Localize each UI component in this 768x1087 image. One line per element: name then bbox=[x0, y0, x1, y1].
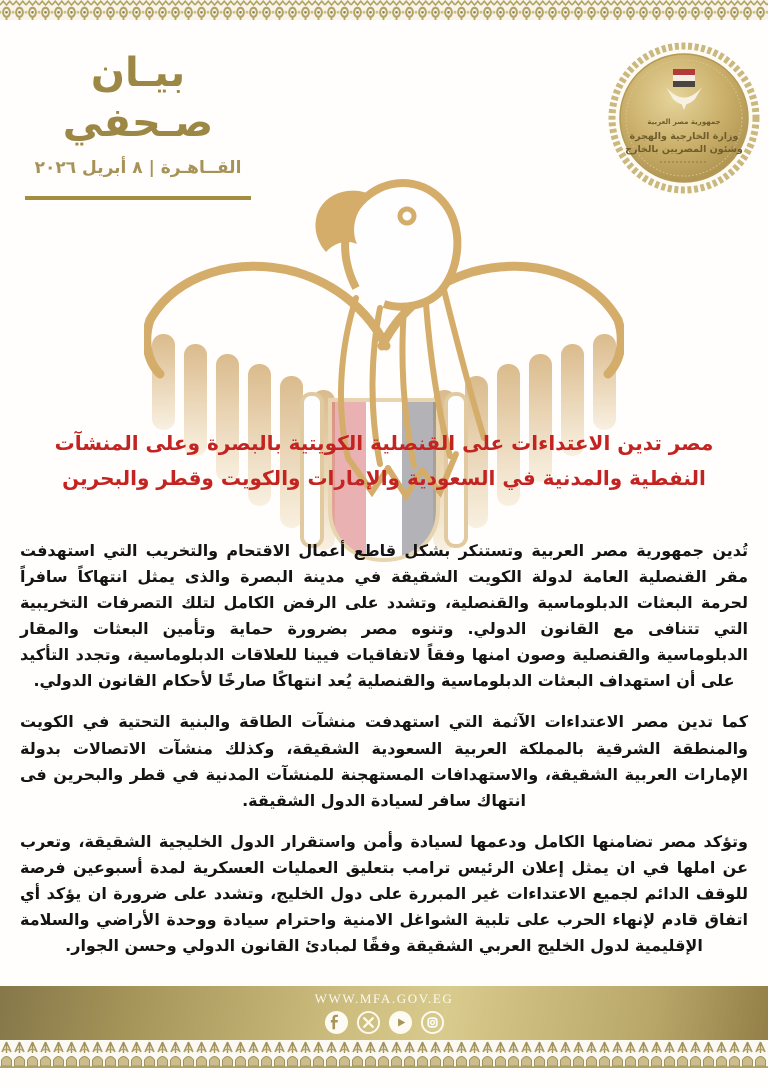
paragraph-2: كما تدين مصر الاعتداءات الآثمة التي استهدفت منشآت الطاقة والبنية التحتية في الكويت والمنطقة الشرقية بالمملكة العربية السعودية الشقيقة، وكذلك منشآت الاتصالات بدولة الإمارات العربية الشقيقة، والاستهدافات المستهجنة للمنشآت المدنية في قطر والبحرين فى انتهاك سافر لسيادة الدول الشقيقة. bbox=[20, 712, 748, 810]
title-block bbox=[12, 48, 264, 200]
seal-ministry-line-2: وشئون المصريين بالخارج bbox=[625, 144, 743, 155]
social-icons-row bbox=[324, 1010, 445, 1035]
ministry-seal bbox=[608, 42, 760, 194]
title-divider bbox=[25, 196, 251, 200]
facebook-icon[interactable] bbox=[324, 1010, 349, 1035]
eagle-watermark bbox=[144, 158, 624, 578]
document-type-title: بيـان صـحفي bbox=[62, 50, 214, 146]
youtube-icon[interactable] bbox=[388, 1010, 413, 1035]
footer-band bbox=[0, 986, 768, 1040]
headline: مصر تدين الاعتداءات على القنصلية الكويتية بالبصرة وعلى المنشآت النفطية والمدنية في السعودية والإمارات والكويت وقطر والبحرين bbox=[54, 431, 714, 490]
ornamental-border-top bbox=[0, 0, 768, 20]
statement-body bbox=[20, 538, 748, 974]
website-link[interactable]: WWW.MFA.GOV.EG bbox=[314, 991, 454, 1006]
x-icon[interactable] bbox=[356, 1010, 381, 1035]
paragraph-3: وتؤكد مصر تضامنها الكامل ودعمها لسيادة وأمن واستقرار الدول الخليجية الشقيقة، وتعرب عن املها في ان يمثل إعلان الرئيس ترامب بتعليق العمليات العسكرية لمدة أسبوعين فرصة للوقف الدائم لجميع الاعتداءات غير المبررة على دول الخليج، وتشدد على ضرورة ان يؤكد أي اتفاق قادم لإنهاء الحرب على تلبية الشواغل الامنية واحترام سيادة ووحدة الأراضي والسلامة الإقليمية لدول الخليج العربي الشقيقة وفقًا لمبادئ القانون الدولي وحسن الجوار. bbox=[20, 831, 748, 956]
seal-ministry-line-1: وزارة الخارجية والهجرة bbox=[629, 131, 739, 142]
ornamental-border-bottom bbox=[0, 1040, 768, 1068]
paragraph-1: تُدين جمهورية مصر العربية وتستنكر بشكل قاطع أعمال الاقتحام والتخريب التي استهدفت مقر القنصلية العامة لدولة الكويت الشقيقة في مدينة البصرة والذى يمثل انتهاكاً سافراً لحرمة البعثات الدبلوماسية والقنصلية، وتشدد على الرفض الكامل لتلك التصرفات التخريبية التي تتنافى مع القانون الدولي. وتنوه مصر بضرورة حماية وتأمين البعثات والمقار الدبلوماسية والقنصلية وصون امنها وفقاً لاتفاقيات فيينا للعلاقات الدبلوماسية، وتجدد التأكيد على أن استهداف البعثات الدبلوماسية والقنصلية يُعد انتهاكًا صارخًا لأحكام القانون الدولي. bbox=[20, 541, 748, 691]
instagram-icon[interactable] bbox=[420, 1010, 445, 1035]
dateline: القــاهـرة | ٨ أبريل ٢٠٢٦ bbox=[34, 158, 242, 178]
seal-country-text: جمهورية مصر العربية bbox=[647, 118, 721, 126]
